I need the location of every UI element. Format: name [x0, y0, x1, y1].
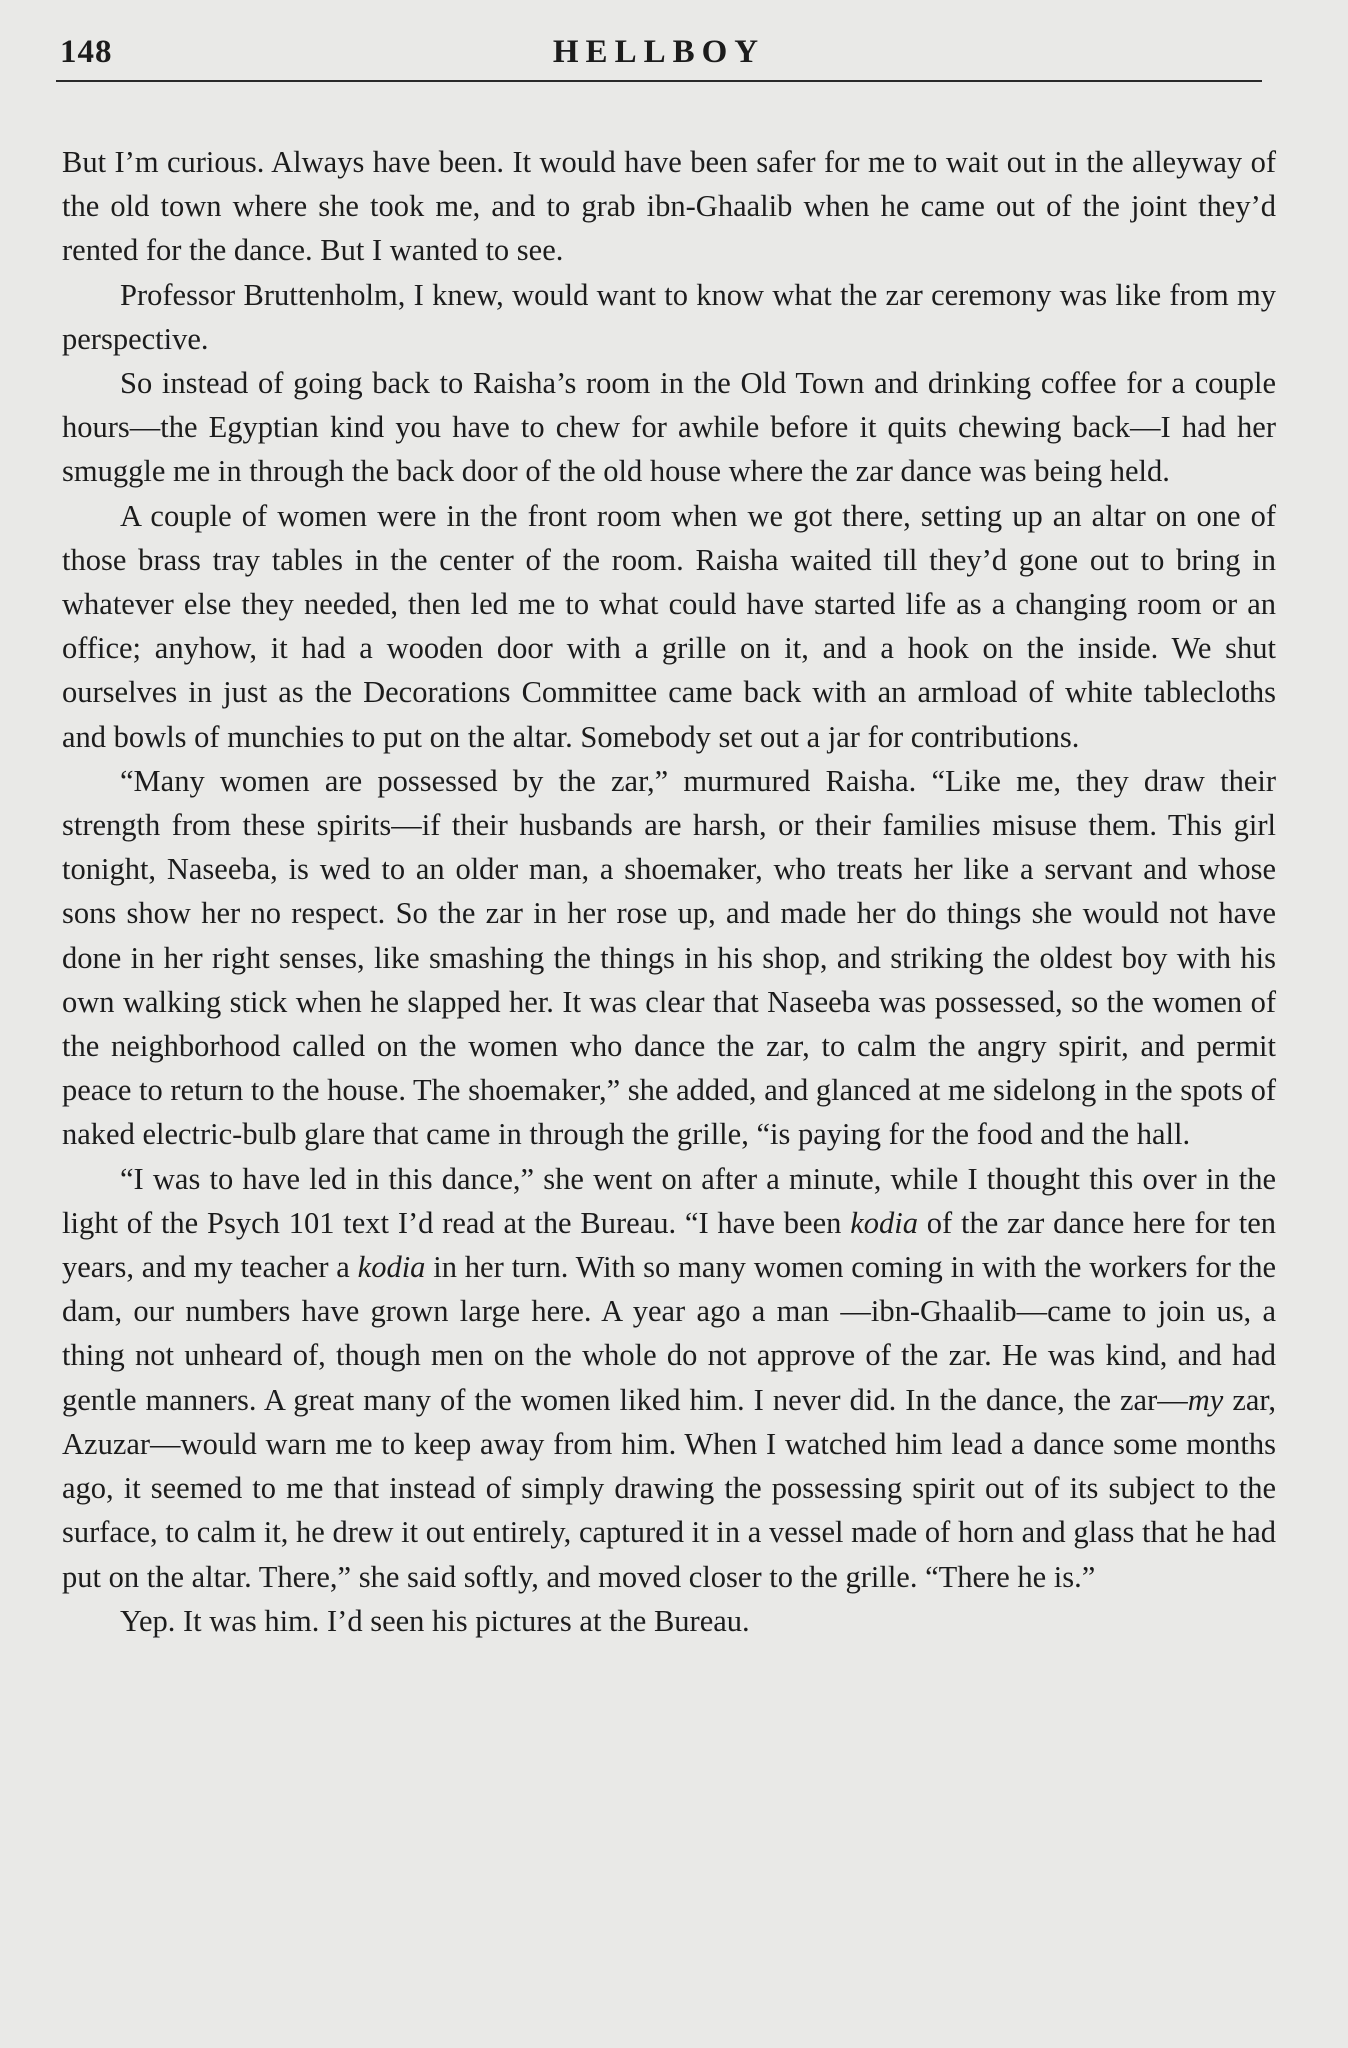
- paragraph-1: But I’m curious. Always have been. It would have been safer for me to wait out in the alleyway of the old town where she took me, and to grab ibn-Ghaalib when he came out of the joint they’d rented for the dance. But I wanted to see.: [62, 145, 1276, 268]
- italic-word: kodia: [850, 1205, 918, 1240]
- paragraph-6: “I was to have led in this dance,” she went on after a minute, while I thought this over in the light of the Psych 101 text I’d read at the Bureau. “I have been kodia of the zar dance here for ten years, and my teacher a kodia in her turn. With so many women coming in with the workers for the dam, our numbers have grown large here. A year ago a man —ibn-Ghaalib—came to join us, a thing not unheard of, though men on the whole do not approve of the zar. He was kind, and had gentle manners. A great many of the women liked him. I never did. In the dance, the zar—my zar, Azuzar—would warn me to keep away from him. When I watched him lead a dance some months ago, it seemed to me that instead of simply drawing the possessing spirit out of its subject to the surface, to calm it, he drew it out entirely, captured it in a vessel made of horn and glass that he had put on the altar. There,” she said softly, and moved closer to the grille. “There he is.”: [62, 1161, 1276, 1594]
- header-rule: [56, 80, 1262, 82]
- paragraph-2: Professor Bruttenholm, I knew, would want to know what the zar ceremony was like from my perspective.: [62, 277, 1276, 356]
- running-head: HELLBOY: [552, 34, 766, 70]
- paragraph-3: So instead of going back to Raisha’s room in the Old Town and drinking coffee for a couple hours—the Egyptian kind you have to chew for awhile before it quits chewing back—I had her smuggle me in through the back door of the old house where the zar dance was being held.: [62, 366, 1276, 489]
- paragraph-7: Yep. It was him. I’d seen his pictures at the Bureau.: [120, 1603, 750, 1638]
- italic-word: my: [1187, 1382, 1224, 1417]
- italic-word: kodia: [357, 1250, 426, 1285]
- body-text: [62, 140, 1276, 1643]
- page-number: 148: [60, 34, 113, 70]
- paragraph-4: A couple of women were in the front room when we got there, setting up an altar on one of those brass tray tables in the center of the room. Raisha waited till they’d gone out to bring in whatever else they needed, then led me to what could have started life as a changing room or an office; anyhow, it had a wooden door with a grille on it, and a hook on the inside. We shut ourselves in just as the Decorations Committee came back with an armload of white tablecloths and bowls of munchies to put on the altar. Somebody set out a jar for contributions.: [62, 498, 1276, 754]
- paragraph-5: “Many women are possessed by the zar,” murmured Raisha. “Like me, they draw their strength from these spirits—if their husbands are harsh, or their families misuse them. This girl tonight, Naseeba, is wed to an older man, a shoemaker, who treats her like a servant and whose sons show her no respect. So the zar in her rose up, and made her do things she would not have done in her right senses, like smashing the things in his shop, and striking the oldest boy with his own walking stick when he slapped her. It was clear that Naseeba was possessed, so the women of the neighborhood called on the women who dance the zar, to calm the angry spirit, and permit peace to return to the house. The shoemaker,” she added, and glanced at me sidelong in the spots of naked electric-bulb glare that came in through the grille, “is paying for the food and the hall.: [62, 763, 1276, 1152]
- page-header: [56, 26, 1262, 82]
